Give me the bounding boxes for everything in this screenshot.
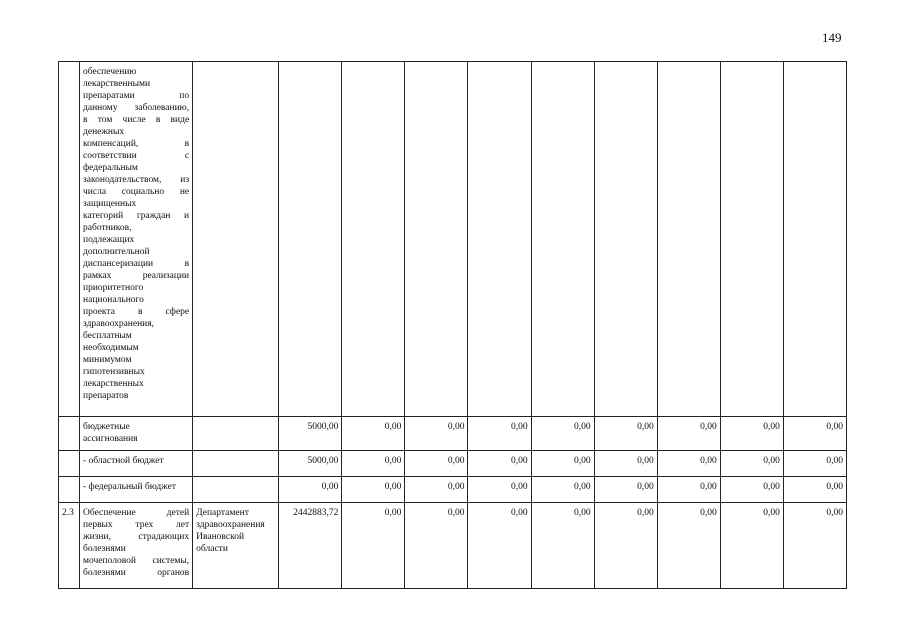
value-cell: 0,00 [342,477,405,503]
value-cell: 0,00 [720,477,783,503]
value-cell: 0,00 [657,503,720,589]
budget-table [58,61,847,589]
value-cell: 0,00 [405,451,468,477]
row-id-cell [59,451,80,477]
value-cell [720,62,783,417]
value-cell: 0,00 [783,451,846,477]
executor-cell: Департамент здравоохранения Ивановской области [193,503,279,589]
description-cell: обеспечению лекарственными препаратами по данному заболеванию, в том числе в виде денежных компенсаций, в соответствии с федеральным законодательством, из числа социально не защищенных категорий граждан и работников, подлежащих дополнительной диспансеризации в рамках реализации приоритетного национального проекта в сфере здравоохранения, бесплатным необходимым минимумом гипотензивных лекарственных препаратов [80,62,193,417]
value-cell: 0,00 [657,477,720,503]
description-cell: бюджетные ассигнования [80,417,193,451]
value-cell: 0,00 [594,417,657,451]
description-cell: - федеральный бюджет [80,477,193,503]
value-cell: 0,00 [594,477,657,503]
table-row [59,503,847,589]
value-cell: 0,00 [405,503,468,589]
value-cell: 0,00 [342,503,405,589]
value-cell: 0,00 [657,451,720,477]
value-cell [405,62,468,417]
value-cell [531,62,594,417]
value-cell: 0,00 [531,503,594,589]
row-id-cell: 2.3 [59,503,80,589]
value-cell: 2442883,72 [279,503,342,589]
value-cell: 0,00 [720,417,783,451]
row-id-cell [59,477,80,503]
table-row [59,477,847,503]
value-cell: 0,00 [531,417,594,451]
value-cell [342,62,405,417]
value-cell: 0,00 [342,451,405,477]
value-cell: 0,00 [468,451,531,477]
value-cell: 0,00 [468,503,531,589]
value-cell: 0,00 [594,503,657,589]
value-cell: 0,00 [720,451,783,477]
value-cell: 0,00 [783,417,846,451]
value-cell [279,62,342,417]
value-cell: 5000,00 [279,451,342,477]
table-row [59,62,847,417]
table-row [59,417,847,451]
value-cell: 0,00 [405,417,468,451]
value-cell [783,62,846,417]
value-cell: 0,00 [783,477,846,503]
value-cell: 0,00 [783,503,846,589]
row-id-cell [59,62,80,417]
executor-cell [193,451,279,477]
value-cell: 0,00 [594,451,657,477]
value-cell [594,62,657,417]
value-cell: 5000,00 [279,417,342,451]
value-cell: 0,00 [405,477,468,503]
value-cell: 0,00 [342,417,405,451]
description-cell: Обеспечение детей первых трех лет жизни, страдающих болезнями мочеполовой системы, болезнями органов [80,503,193,589]
executor-cell [193,417,279,451]
row-id-cell [59,417,80,451]
value-cell: 0,00 [468,477,531,503]
value-cell [657,62,720,417]
table-row [59,451,847,477]
value-cell: 0,00 [531,451,594,477]
executor-cell [193,62,279,417]
value-cell: 0,00 [279,477,342,503]
value-cell [468,62,531,417]
executor-cell [193,477,279,503]
page-number: 149 [822,30,842,45]
value-cell: 0,00 [468,417,531,451]
value-cell: 0,00 [720,503,783,589]
value-cell: 0,00 [531,477,594,503]
description-cell: - областной бюджет [80,451,193,477]
value-cell: 0,00 [657,417,720,451]
